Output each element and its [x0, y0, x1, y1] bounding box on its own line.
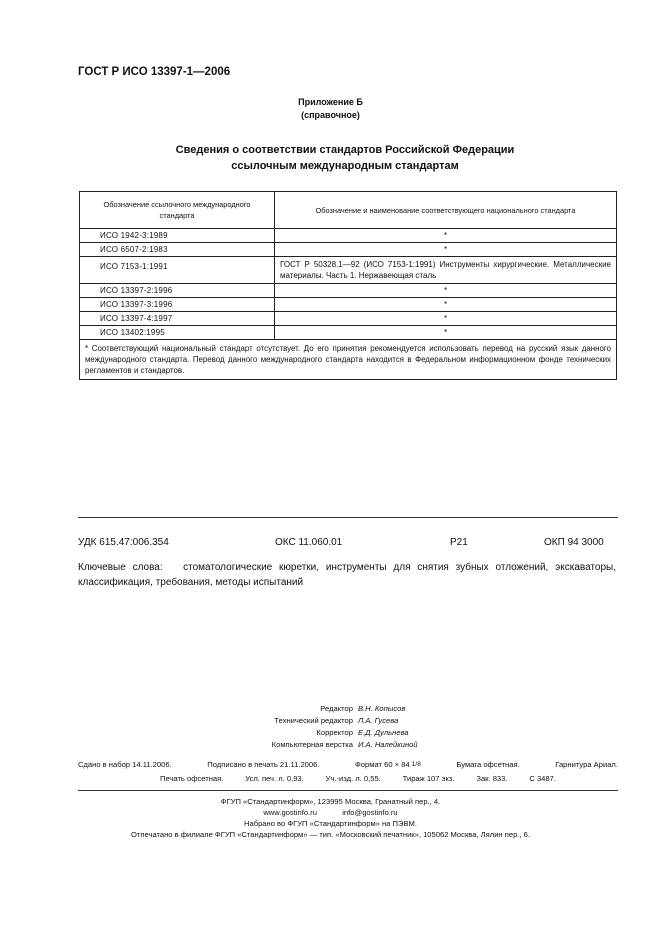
national-standard-cell: * — [275, 284, 617, 298]
section-title-line2: ссылочным международным стандартам — [231, 160, 459, 172]
national-standard-cell: * — [275, 312, 617, 326]
national-standard-cell: * — [275, 326, 617, 340]
publisher-contacts — [0, 807, 661, 818]
format-text: Формат 60 × 84 — [355, 760, 410, 769]
keywords — [78, 560, 616, 590]
annex-title: Приложение Б — [298, 97, 363, 107]
intl-standard-cell: ИСО 1942-3:1989 — [80, 229, 275, 243]
credit-name: В.Н. Копысов — [358, 704, 406, 713]
group-code: Р21 — [450, 537, 468, 548]
credit-row — [0, 727, 661, 739]
okp-code: ОКП 94 3000 — [544, 537, 604, 548]
column-header-national: Обозначение и наименование соответствующего национального стандарта — [275, 192, 617, 229]
table-row — [80, 326, 617, 340]
intl-standard-cell: ИСО 13397-4:1997 — [80, 312, 275, 326]
credits-block — [0, 703, 661, 751]
printed-note: Отпечатано в филиале ФГУП «Стандартинформ» — тип. «Московский печатник», 105062 Москва, Лялин пер., 6. — [131, 830, 530, 839]
credit-name: И.А. Налейкиной — [358, 740, 418, 749]
credit-row — [0, 703, 661, 715]
table-row — [80, 312, 617, 326]
publisher-email[interactable]: info@gostinfo.ru — [342, 808, 398, 817]
oks-code: ОКС 11.060.01 — [275, 537, 343, 548]
annex-type: (справочное) — [301, 110, 360, 120]
document-code: ГОСТ Р ИСО 13397-1—2006 — [78, 66, 231, 78]
print-method: Печать офсетная. — [160, 774, 224, 783]
credit-role: Компьютерная верстка — [271, 740, 353, 749]
table-row — [80, 257, 617, 284]
print-sheets: Усл. печ. л. 0,93. — [245, 774, 304, 783]
credit-role: Редактор — [320, 704, 353, 713]
typeset-note: Набрано во ФГУП «Стандартинформ» на ПЭВМ. — [244, 819, 417, 828]
footer-divider — [78, 790, 618, 791]
typeface: Гарнитура Ариал. — [555, 760, 618, 769]
publisher-footer — [0, 796, 661, 840]
print-run: Тираж 107 экз. — [402, 774, 455, 783]
table-row — [80, 284, 617, 298]
national-standard-cell: * — [275, 298, 617, 312]
divider-line — [78, 517, 618, 518]
intl-standard-cell: ИСО 13397-3:1996 — [80, 298, 275, 312]
column-header-intl: Обозначение ссылочного международного стандарта — [80, 192, 275, 229]
credit-row — [0, 739, 661, 751]
sent-date: Сдано в набор 14.11.2006. — [78, 760, 172, 769]
paper-type: Бумага офсетная. — [456, 760, 520, 769]
format-fraction: 1/8 — [411, 761, 421, 768]
section-title — [80, 142, 610, 174]
intl-standard-cell: ИСО 13397-2:1996 — [80, 284, 275, 298]
edition-sheets: Уч.-изд. л. 0,55. — [325, 774, 381, 783]
credit-role: Технический редактор — [274, 716, 353, 725]
table-footnote: * Соответствующий национальный стандарт отсутствует. До его принятия рекомендуется использовать перевод на русский язык данного международного стандарта. Перевод данного международного стандарта находится в Федеральном информационном фонде технических регламентов и стандартов. — [80, 340, 617, 380]
intl-standard-cell: ИСО 13402:1995 — [80, 326, 275, 340]
publication-info — [78, 758, 618, 786]
keywords-text: стоматологические кюретки, инструменты для снятия зубных отложений, экскаваторы, классификация, требования, методы испытаний — [78, 562, 616, 588]
publication-line-2 — [78, 772, 618, 786]
publication-line-1 — [78, 758, 618, 772]
credit-row — [0, 715, 661, 727]
national-standard-cell: ГОСТ Р 50328.1—92 (ИСО 7153-1:1991) Инструменты хирургические. Металлические материалы. Часть 1. Нержавеющая сталь — [275, 257, 617, 284]
credit-name: Л.А. Гусева — [358, 716, 399, 725]
intl-standard-cell: ИСО 6507-2:1983 — [80, 243, 275, 257]
print-code: С 3487. — [529, 774, 556, 783]
credit-role: Корректор — [316, 728, 353, 737]
section-title-line1: Сведения о соответствии стандартов Российской Федерации — [175, 144, 515, 156]
publisher-address: ФГУП «Стандартинформ», 123995 Москва, Гранатный пер., 4. — [220, 797, 441, 806]
udk-code: УДК 615.47:006.354 — [78, 537, 169, 548]
keywords-label: Ключевые слова: — [78, 562, 163, 573]
print-format — [355, 758, 421, 772]
national-standard-cell: * — [275, 243, 617, 257]
intl-standard-cell: ИСО 7153-1:1991 — [80, 257, 275, 284]
table-row — [80, 298, 617, 312]
credit-name: Е.Д. Дульнева — [358, 728, 409, 737]
table-footnote-row — [80, 340, 617, 380]
national-standard-cell: * — [275, 229, 617, 243]
annex-heading — [0, 96, 661, 122]
table-header-row — [80, 192, 617, 229]
table-row — [80, 229, 617, 243]
standards-table — [79, 191, 617, 380]
publisher-website[interactable]: www.gostinfo.ru — [263, 808, 317, 817]
order-number: Зак. 833. — [476, 774, 508, 783]
table-row — [80, 243, 617, 257]
signed-date: Подписано в печать 21.11.2006. — [207, 760, 320, 769]
